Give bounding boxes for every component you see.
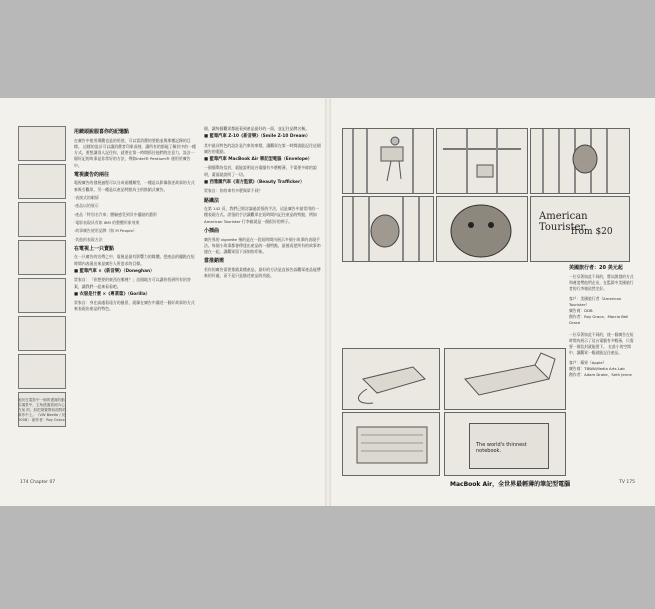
page-footer-right: TV 175 xyxy=(619,480,635,485)
entry-label: ■ 藍莓汽車 Z-10《新音樂》（Smile Z-10 Dream） xyxy=(204,134,311,140)
left-column-2 xyxy=(204,126,322,282)
entry-text: 其中最具特色的設計是汽車的車燈，讓觀眾在第一時間就能記住這個廣告的重點。 xyxy=(204,142,321,154)
body-text: 個，讓每個觀眾都能看到產品最好的一面，並記住品牌名稱。 xyxy=(204,126,310,131)
storyboard-frame xyxy=(18,354,66,389)
macbook-note: 一位穿著如此不同的，使一個廣告在短時間內展示了這台電腦有多輕薄，只需要一個信封就能裝下。 在最小的空間中，讓觀眾一眼就能記住產品。 xyxy=(569,332,634,355)
sketch-figure xyxy=(531,129,629,193)
sketch-gorilla-face xyxy=(436,196,528,262)
entry-text: 一個簡單的信封，就能說明這台電腦有多麼輕薄，不需要多餘的說明，畫面就說明了一切。 xyxy=(204,165,317,177)
body-text: 廣告界的 vignette 指的是在一段短時間內展示多個小故事的表現手法。每個小故事都會傳達出產品的一個特點，最後再把所有的故事串連在一起，讓觀眾留下深刻的印象。 xyxy=(204,236,321,255)
credit-text: 客戶：美國旅行者（American Tourister） 廣告商：DDB 創作者：Roy Grace、Marcia Bell Grace xyxy=(569,296,629,325)
sketch-figure xyxy=(343,349,439,409)
sketch-figure xyxy=(445,349,565,409)
page-footer-left: 174 Chapter 07 xyxy=(20,480,56,485)
body-text: 電視廣告的發展過程可以分成兩種類型，一種是以影像敘述故事的方式來吸引觀眾，另一種是以產品特點為主的推銷式廣告。 xyxy=(74,180,195,192)
sketch-cell-bars xyxy=(436,128,528,194)
screen-text: The world's thinnest notebook. xyxy=(476,442,527,454)
caption-body: 一位穿著如此不同的，將以開發的方式和運度帶他們走出，在監獄中美國旅行者的行李箱依然完好。 xyxy=(569,274,634,291)
entry-label: ■ 藍莓汽車 ×《新音樂》（Doneghan） xyxy=(74,268,155,274)
banner-line-2: from $20 xyxy=(571,227,613,237)
bullet-item: ‧其他的表現方法 xyxy=(74,236,103,242)
left-column-1 xyxy=(74,126,196,315)
entry-text: 買家自：身在高處看遠方的風景，就像在廣告中講述一個好故事的方式來表現出產品的特色。 xyxy=(74,300,195,312)
sketch-figure xyxy=(343,197,433,261)
body-text: 在廣告中使用場觀也是的用途，可以當消費的要點並與那種記錄的目標。 這樣的設計可以讓消費者印象深刻，讓所有的都能了解其中的一種方式。要想讓別人記住你，就要在第一時間抓住他們的注意力，設計一個好記的故事是非常好的方法，例如Intel® Pentium® 運用於廣告中。 xyxy=(74,137,196,168)
entry-label: ■ 西雅圖汽車《南方監獄》（Beauty Trafficker） xyxy=(204,180,305,186)
sketch-envelope-hand xyxy=(342,348,440,410)
sketch-figure xyxy=(343,413,439,475)
section-heading: 在電視上一只賣點 xyxy=(74,245,115,252)
caption-heading: 美國旅行者：20 美元起 xyxy=(569,265,623,271)
book-spread xyxy=(0,98,655,506)
sketch-figure xyxy=(343,129,433,193)
body-text: 在第 142 頁，我們已經討論過誇張的手法，這是廣告中最常用的一種表現方式。誇張的手法讓觀眾在短時間內記住產品的特點，例如 American Tourister 行李箱就是一個很好的例子。 xyxy=(204,206,319,224)
section-heading: 用鏡頭說服喜你的記憶點 xyxy=(74,129,130,135)
sketch-gorilla-suitcase xyxy=(342,196,434,262)
sketch-laptop-keyboard xyxy=(342,412,440,476)
section-heading: 電視廣告的兩往 xyxy=(74,171,110,178)
entry-text: 買家自：你的車有多麼與眾不同？ xyxy=(204,188,263,194)
storyboard-frame xyxy=(18,316,66,351)
banner-line-1: American Tourister. xyxy=(539,211,588,233)
sketch-gorilla-cell xyxy=(530,128,630,194)
bullet-item: ‧故事廣告使用品牌（如 M People） xyxy=(74,228,137,234)
sketch-figure xyxy=(437,197,527,261)
storyboard-frame xyxy=(18,278,66,313)
strip-caption: 她於在電影中一個的畫面的動名場景中，主角透過看到內心在前 的，如把視覺帶前面對的 事作中上。（VW Beetle / 於2008） 創作者：Roy Grace xyxy=(18,398,66,422)
section-heading: 路識法 xyxy=(204,197,220,204)
storyboard-frame xyxy=(18,164,66,199)
sketch-macbook-screen xyxy=(444,412,566,476)
credit-text: 客戶：蘋果（Apple） 廣告商：TBWA\Media Arts Lab 創作者：Adam Drake、Seth Jenne xyxy=(569,360,632,377)
bullet-item: ‧電影表現具有如 IBM 的整體形象效果 xyxy=(74,219,140,225)
bullet-item: ‧產品「特別名汽車」體驗感受到其中優點的藝術 xyxy=(74,211,157,217)
body-text: 若你的廣告需要推銷某種產品，最好的方法是直接告訴觀眾產品能帶來的好處，而不是只是描述產品的功能。 xyxy=(204,266,321,279)
laptop-screen xyxy=(469,423,549,469)
right-page xyxy=(328,98,645,506)
sketch-envelope-open xyxy=(444,348,566,410)
entry-label: ■ 衣服是什麼 ×《專業篇》（Gorilla） xyxy=(74,291,150,297)
sketch-figure xyxy=(437,129,527,193)
section-heading: 當推銷需 xyxy=(204,258,225,265)
storyboard-frame xyxy=(18,126,66,161)
section-heading: 小插曲 xyxy=(204,228,220,235)
american-tourister-caption xyxy=(569,265,637,378)
storyboard-frame xyxy=(18,202,66,237)
storyboard-strip xyxy=(18,126,66,430)
macbook-caption: MacBook Air，全世界最輕薄的筆記型電腦 xyxy=(450,481,571,488)
body-text: 在一只廣告的宣傳之中，電視是最有影響力的媒體。把產品的優點在短時間內表現出來是廣告人所追求的目標。 xyxy=(74,254,195,266)
left-page xyxy=(10,98,326,506)
sketch-banner-cell xyxy=(530,196,630,262)
sketch-suitcase-cell xyxy=(342,128,434,194)
entry-label: ■ 藍莓汽車 MacBook Air 筆記型電腦（Envelope） xyxy=(204,157,313,163)
bullet-item: ‧表演式的劇情 xyxy=(74,195,99,201)
storyboard-frame xyxy=(18,240,66,275)
bullet-item: ‧產品以的展示 xyxy=(74,203,99,209)
entry-text: 買家自：「你想要的東西在哪裡？」這個地方可以讓你找到所有的答案，讓我們一起來看看吧。 xyxy=(74,277,191,289)
